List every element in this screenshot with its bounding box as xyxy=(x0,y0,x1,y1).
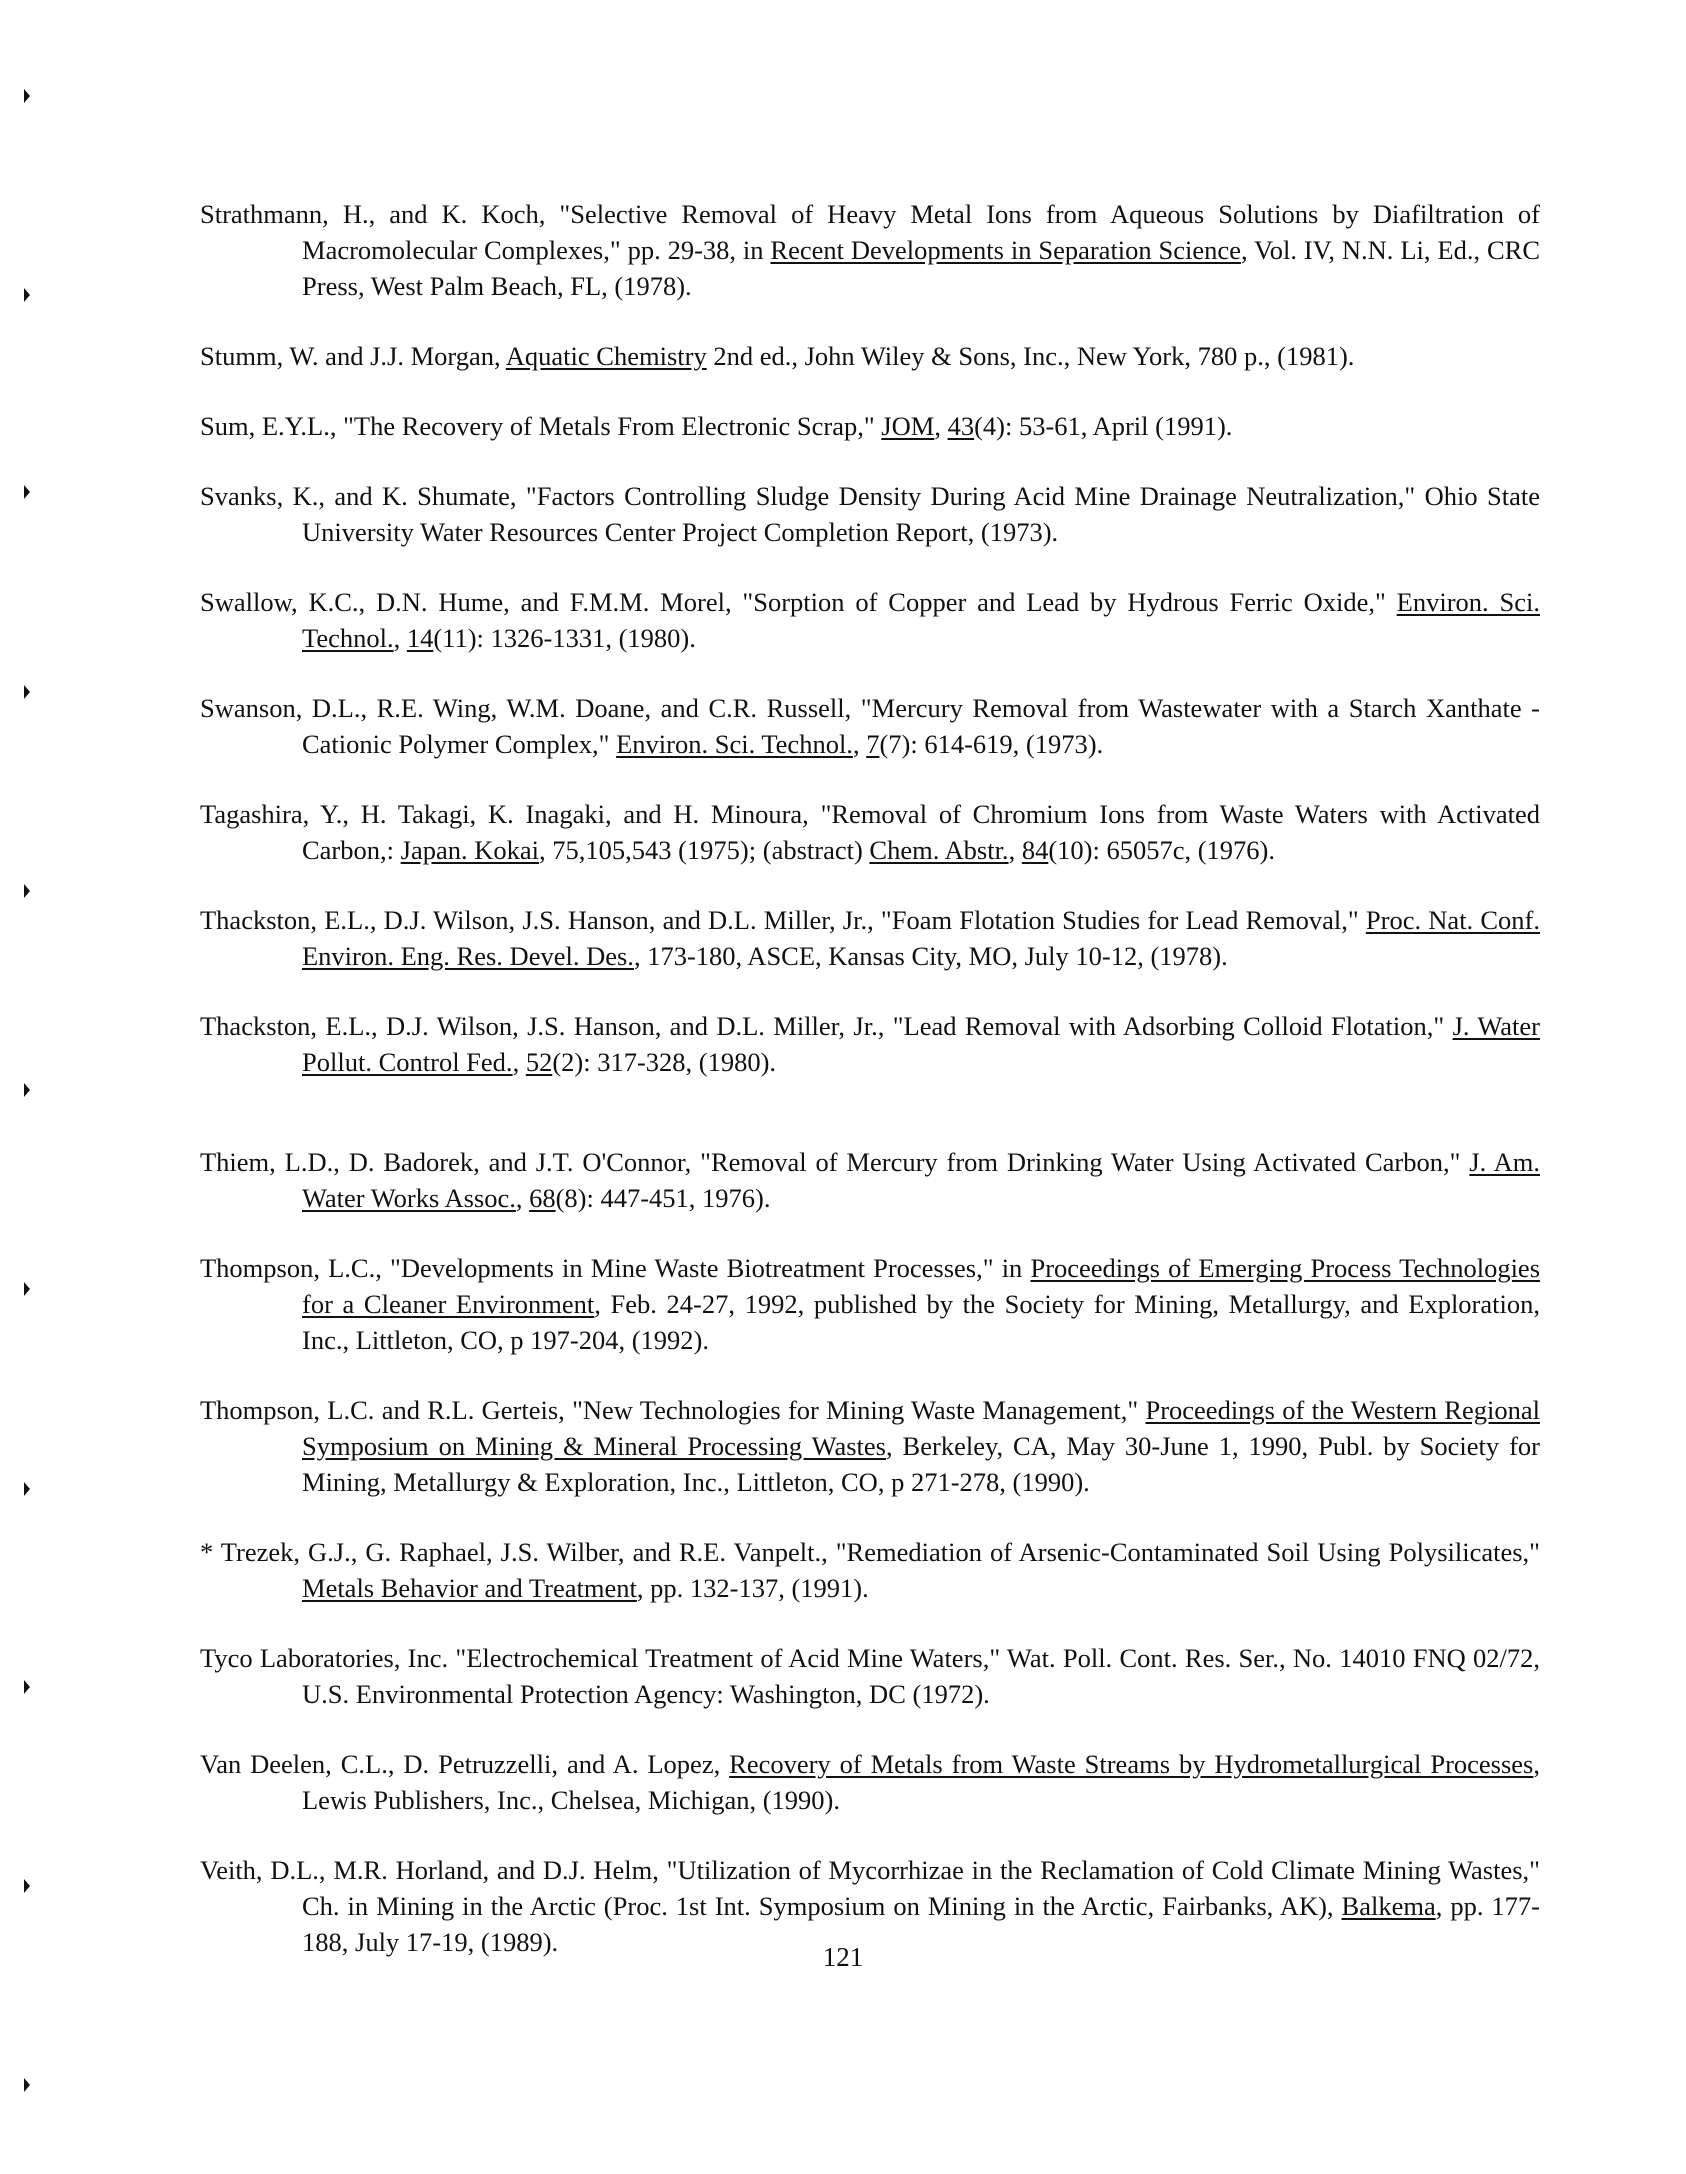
reference-text: Van Deelen, C.L., D. Petruzzelli, and A. Lopez, xyxy=(200,1749,730,1779)
reference-text: 2nd ed., John Wiley & Sons, Inc., New York, 780 p., (1981). xyxy=(706,341,1355,371)
margin-mark-icon xyxy=(24,1282,30,1296)
reference-entry xyxy=(200,478,1540,550)
reference-title: Environ. Sci. Technol. xyxy=(616,729,853,759)
reference-entry xyxy=(200,902,1540,974)
reference-title: J. Am. Water Works Assoc. xyxy=(302,1147,1541,1213)
reference-title: Aquatic Chemistry xyxy=(505,341,707,371)
reference-title: 52 xyxy=(525,1047,553,1077)
reference-entry xyxy=(200,584,1540,656)
reference-text: Thackston, E.L., D.J. Wilson, J.S. Hanson, and D.L. Miller, Jr., "Foam Flotation Studies for Lead Removal," xyxy=(200,905,1366,935)
reference-text: * Trezek, G.J., G. Raphael, J.S. Wilber, and R.E. Vanpelt., "Remediation of Arsenic-Contaminated Soil Using Polysilicates," xyxy=(200,1537,1540,1567)
reference-entry xyxy=(200,1008,1540,1080)
reference-text: , xyxy=(393,623,407,653)
margin-mark-icon xyxy=(24,1482,30,1496)
reference-title: Recent Developments in Separation Science xyxy=(770,235,1241,265)
reference-entry xyxy=(200,1392,1540,1500)
reference-text: , 75,105,543 (1975); (abstract) xyxy=(538,835,870,865)
reference-title: J. Water Pollut. Control Fed. xyxy=(302,1011,1540,1077)
reference-title: Proceedings of the Western Regional Symposium on Mining & Mineral Processing Wastes xyxy=(302,1395,1540,1461)
reference-entry xyxy=(200,796,1540,868)
margin-mark-icon xyxy=(24,288,30,302)
reference-title: Japan. Kokai xyxy=(400,835,539,865)
reference-title: Environ. Sci. Technol. xyxy=(302,587,1541,653)
reference-text: (4): 53-61, April (1991). xyxy=(974,411,1233,441)
reference-text: , pp. 132-137, (1991). xyxy=(636,1573,869,1603)
reference-text: Thackston, E.L., D.J. Wilson, J.S. Hanson, and D.L. Miller, Jr., "Lead Removal with Adsorbing Colloid Flotation," xyxy=(200,1011,1453,1041)
reference-entry xyxy=(200,1640,1540,1712)
reference-entry xyxy=(200,338,1540,374)
reference-text: Stumm, W. and J.J. Morgan, xyxy=(200,341,506,371)
reference-text: , pp. 177-188, July 17-19, (1989). xyxy=(302,1891,1541,1957)
reference-text: Sum, E.Y.L., "The Recovery of Metals From Electronic Scrap," xyxy=(200,411,882,441)
reference-title: Proc. Nat. Conf. Environ. Eng. Res. Devel. Des. xyxy=(302,905,1540,971)
margin-mark-icon xyxy=(24,89,30,103)
reference-text: Swallow, K.C., D.N. Hume, and F.M.M. Morel, "Sorption of Copper and Lead by Hydrous Ferric Oxide," xyxy=(200,587,1397,617)
reference-text: , Lewis Publishers, Inc., Chelsea, Michigan, (1990). xyxy=(302,1749,1540,1815)
margin-mark-icon xyxy=(24,1680,30,1694)
reference-entry xyxy=(200,1144,1540,1216)
margin-mark-icon xyxy=(24,1083,30,1097)
reference-text: (2): 317-328, (1980). xyxy=(552,1047,777,1077)
reference-title: 14 xyxy=(406,623,434,653)
margin-mark-icon xyxy=(24,884,30,898)
reference-text: (8): 447-451, 1976). xyxy=(555,1183,771,1213)
reference-text: , xyxy=(934,411,948,441)
margin-mark-icon xyxy=(24,485,30,499)
reference-text: Thiem, L.D., D. Badorek, and J.T. O'Connor, "Removal of Mercury from Drinking Water Using Activated Carbon," xyxy=(200,1147,1470,1177)
reference-title: 7 xyxy=(866,729,880,759)
reference-text: Veith, D.L., M.R. Horland, and D.J. Helm, "Utilization of Mycorrhizae in the Reclamation of Cold Climate Mining Wastes," Ch. in Mining in the Arctic (Proc. 1st Int. Symposium on Mining in the Arctic, Fairbanks, AK), xyxy=(200,1855,1540,1921)
reference-entry xyxy=(200,690,1540,762)
margin-mark-icon xyxy=(24,1879,30,1893)
reference-title: 68 xyxy=(529,1183,556,1213)
reference-text: , 173-180, ASCE, Kansas City, MO, July 10-12, (1978). xyxy=(633,941,1228,971)
reference-entry xyxy=(200,1746,1540,1818)
page-number: 121 xyxy=(822,1942,864,1972)
reference-text: (7): 614-619, (1973). xyxy=(879,729,1104,759)
reference-text: , xyxy=(1008,835,1022,865)
reference-title: Balkema xyxy=(1341,1891,1436,1921)
reference-entry xyxy=(200,1534,1540,1606)
reference-text: Strathmann, H., and K. Koch, "Selective Removal of Heavy Metal Ions from Aqueous Solutions by Diafiltration of Macromolecular Complexes," pp. 29-38, in xyxy=(200,199,1540,265)
reference-text: Tyco Laboratories, Inc. "Electrochemical Treatment of Acid Mine Waters," Wat. Poll. Cont. Res. Ser., No. 14010 FNQ 02/72, U.S. Environmental Protection Agency: Washington, DC (1972). xyxy=(200,1643,1540,1709)
reference-title: Proceedings of Emerging Process Technologies for a Cleaner Environment xyxy=(302,1253,1541,1319)
reference-text: (11): 1326-1331, (1980). xyxy=(433,623,696,653)
margin-mark-icon xyxy=(24,685,30,699)
reference-title: Recovery of Metals from Waste Streams by Hydrometallurgical Processes xyxy=(729,1749,1534,1779)
reference-text: Thompson, L.C., "Developments in Mine Waste Biotreatment Processes," in xyxy=(200,1253,1031,1283)
reference-text: Svanks, K., and K. Shumate, "Factors Controlling Sludge Density During Acid Mine Drainage Neutralization," Ohio State University Water Resources Center Project Completion Report, (1973). xyxy=(200,481,1540,547)
margin-mark-icon xyxy=(24,2078,30,2092)
reference-text: , Vol. IV, N.N. Li, Ed., CRC Press, West Palm Beach, FL, (1978). xyxy=(302,235,1540,301)
reference-text: Swanson, D.L., R.E. Wing, W.M. Doane, and C.R. Russell, "Mercury Removal from Wastewater with a Starch Xanthate - Cationic Polymer Complex," xyxy=(200,693,1540,759)
reference-title: Metals Behavior and Treatment xyxy=(302,1573,637,1603)
reference-text: , xyxy=(852,729,867,759)
reference-text: Thompson, L.C. and R.L. Gerteis, "New Technologies for Mining Waste Management," xyxy=(200,1395,1146,1425)
reference-entry xyxy=(200,196,1540,304)
reference-text: , Feb. 24-27, 1992, published by the Society for Mining, Metallurgy, and Exploration, Inc., Littleton, CO, p 197-204, (1992). xyxy=(302,1289,1540,1355)
reference-title: 43 xyxy=(947,411,975,441)
reference-list xyxy=(200,196,1540,1994)
reference-text: , xyxy=(515,1183,530,1213)
reference-title: 84 xyxy=(1021,835,1049,865)
reference-entry xyxy=(200,1250,1540,1358)
reference-entry xyxy=(200,408,1540,444)
reference-text: (10): 65057c, (1976). xyxy=(1048,835,1275,865)
reference-text: , xyxy=(512,1047,526,1077)
reference-text: Tagashira, Y., H. Takagi, K. Inagaki, and H. Minoura, "Removal of Chromium Ions from Waste Waters with Activated Carbon,: xyxy=(200,799,1540,865)
reference-title: Chem. Abstr. xyxy=(869,835,1009,865)
reference-title: JOM xyxy=(881,411,935,441)
reference-text: , Berkeley, CA, May 30-June 1, 1990, Publ. by Society for Mining, Metallurgy & Exploration, Inc., Littleton, CO, p 271-278, (1990). xyxy=(302,1431,1540,1497)
